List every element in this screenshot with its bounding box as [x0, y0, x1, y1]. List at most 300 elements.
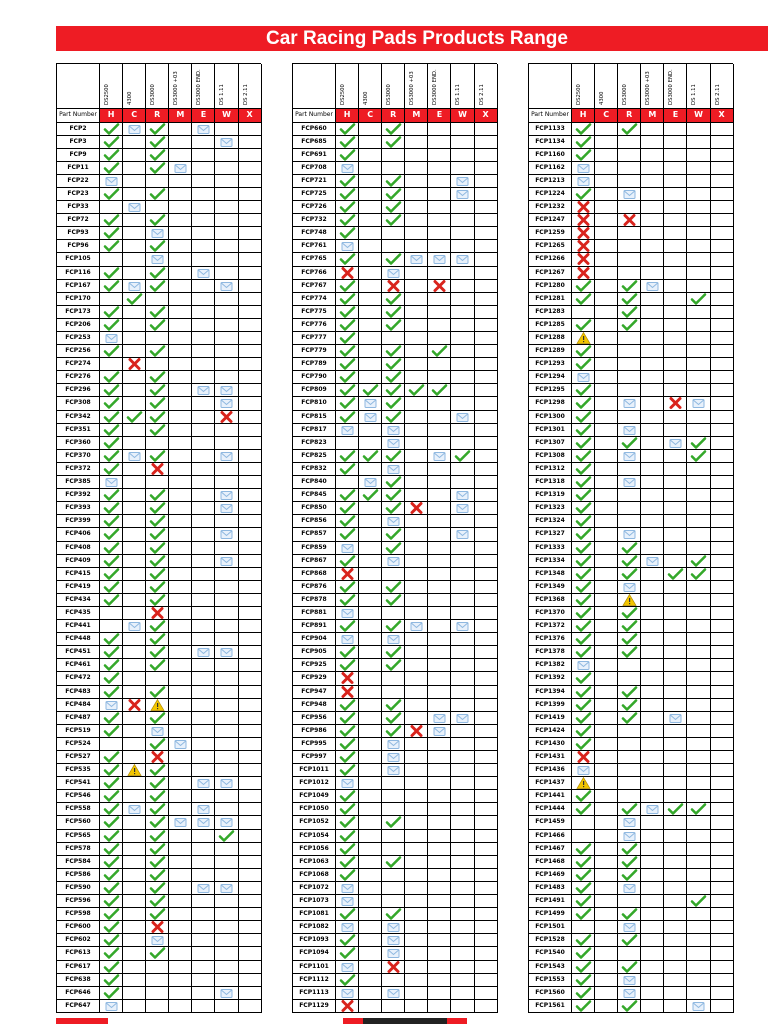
- availability-cell: [618, 725, 641, 738]
- header-compounds-row: [293, 64, 497, 109]
- table-row: [293, 659, 497, 672]
- availability-cell: [595, 777, 618, 790]
- check-icon: [621, 292, 638, 306]
- availability-cell: [123, 542, 146, 555]
- availability-cell: [359, 188, 382, 201]
- check-icon: [575, 933, 592, 947]
- availability-cell: [405, 830, 428, 843]
- availability-cell: [664, 358, 687, 371]
- envelope-icon: [667, 711, 684, 725]
- check-icon: [339, 122, 356, 136]
- availability-cell: [451, 424, 474, 437]
- availability-cell: [169, 463, 192, 476]
- availability-cell: [428, 764, 451, 777]
- check-icon: [621, 868, 638, 882]
- availability-cell: [711, 581, 734, 594]
- availability-cell: [192, 489, 215, 502]
- availability-cell: [595, 921, 618, 934]
- availability-cell: [664, 371, 687, 384]
- check-icon: [385, 305, 402, 319]
- availability-cell: [192, 830, 215, 843]
- availability-cell: [239, 384, 262, 397]
- part-number: FCP590: [57, 882, 100, 895]
- availability-cell: [382, 882, 405, 895]
- availability-cell: [595, 1000, 618, 1013]
- availability-cell: [595, 384, 618, 397]
- part-number: FCP1436: [529, 764, 572, 777]
- envelope-icon: [690, 999, 707, 1013]
- availability-cell: [239, 227, 262, 240]
- availability-cell: [451, 188, 474, 201]
- availability-cell: [405, 306, 428, 319]
- availability-cell: [451, 371, 474, 384]
- check-icon: [103, 658, 120, 672]
- availability-cell: [405, 594, 428, 607]
- part-number: FCP1459: [529, 816, 572, 829]
- availability-cell: [359, 345, 382, 358]
- availability-cell: [572, 816, 595, 829]
- availability-cell: [687, 1000, 710, 1013]
- availability-cell: [451, 961, 474, 974]
- availability-cell: [711, 712, 734, 725]
- check-icon: [339, 855, 356, 869]
- part-number: FCP925: [293, 659, 336, 672]
- table-row: [293, 319, 497, 332]
- table-row: [529, 371, 733, 384]
- availability-cell: [475, 188, 498, 201]
- availability-cell: [405, 790, 428, 803]
- check-icon: [385, 396, 402, 410]
- availability-cell: [641, 1000, 664, 1013]
- availability-cell: [687, 201, 710, 214]
- check-icon: [339, 135, 356, 149]
- part-number: FCP1280: [529, 280, 572, 293]
- availability-cell: [664, 463, 687, 476]
- part-number: FCP1134: [529, 136, 572, 149]
- availability-cell: [215, 293, 238, 306]
- part-number: FCP856: [293, 515, 336, 528]
- availability-cell: [641, 672, 664, 685]
- envelope-icon: [667, 436, 684, 450]
- availability-cell: [336, 463, 359, 476]
- table-row: [529, 725, 733, 738]
- availability-cell: [192, 358, 215, 371]
- availability-cell: [359, 856, 382, 869]
- availability-cell: [451, 594, 474, 607]
- availability-cell: [618, 188, 641, 201]
- availability-cell: [239, 816, 262, 829]
- availability-cell: [405, 149, 428, 162]
- availability-cell: [405, 267, 428, 280]
- part-number: FCP385: [57, 476, 100, 489]
- check-icon: [621, 541, 638, 555]
- availability-cell: [146, 1000, 169, 1013]
- availability-cell: [641, 293, 664, 306]
- envelope-icon: [408, 619, 425, 633]
- availability-cell: [475, 345, 498, 358]
- availability-cell: [192, 293, 215, 306]
- availability-cell: [382, 214, 405, 227]
- envelope-icon: [454, 252, 471, 266]
- envelope-icon: [126, 619, 143, 633]
- check-icon: [103, 724, 120, 738]
- availability-cell: [664, 437, 687, 450]
- header-blank: [57, 64, 100, 109]
- check-icon: [385, 292, 402, 306]
- envelope-icon: [149, 933, 166, 947]
- availability-cell: [475, 856, 498, 869]
- availability-cell: [192, 502, 215, 515]
- check-icon: [575, 789, 592, 803]
- check-icon: [575, 292, 592, 306]
- availability-cell: [475, 620, 498, 633]
- part-number: FCP1334: [529, 555, 572, 568]
- check-icon: [385, 501, 402, 515]
- availability-cell: [664, 843, 687, 856]
- availability-cell: [169, 123, 192, 136]
- part-number: FCP1247: [529, 214, 572, 227]
- availability-cell: [405, 725, 428, 738]
- part-number: FCP584: [57, 856, 100, 869]
- availability-cell: [192, 345, 215, 358]
- part-number: FCP1068: [293, 869, 336, 882]
- availability-cell: [618, 397, 641, 410]
- availability-cell: [239, 620, 262, 633]
- check-icon: [339, 279, 356, 293]
- envelope-icon: [575, 370, 592, 384]
- availability-cell: [428, 908, 451, 921]
- check-icon: [149, 135, 166, 149]
- table-row: [57, 424, 261, 437]
- availability-cell: [595, 895, 618, 908]
- availability-cell: [475, 568, 498, 581]
- table-row: [529, 659, 733, 672]
- table-row: [293, 790, 497, 803]
- compound-header: [359, 64, 382, 109]
- check-icon: [621, 855, 638, 869]
- availability-cell: [618, 162, 641, 175]
- envelope-icon: [385, 436, 402, 450]
- check-icon: [575, 344, 592, 358]
- availability-cell: [664, 607, 687, 620]
- check-icon: [149, 658, 166, 672]
- part-number: FCP392: [57, 489, 100, 502]
- availability-cell: [451, 620, 474, 633]
- availability-cell: [359, 123, 382, 136]
- availability-cell: [595, 319, 618, 332]
- check-icon: [621, 122, 638, 136]
- availability-cell: [664, 934, 687, 947]
- check-icon: [149, 619, 166, 633]
- availability-cell: [711, 384, 734, 397]
- availability-cell: [711, 136, 734, 149]
- availability-cell: [428, 175, 451, 188]
- availability-cell: [100, 607, 123, 620]
- part-number: FCP748: [293, 227, 336, 240]
- envelope-icon: [454, 619, 471, 633]
- check-icon: [339, 501, 356, 515]
- availability-cell: [192, 987, 215, 1000]
- part-number: FCP351: [57, 424, 100, 437]
- availability-cell: [359, 542, 382, 555]
- availability-cell: [239, 790, 262, 803]
- availability-cell: [687, 856, 710, 869]
- compound-header: [123, 64, 146, 109]
- availability-cell: [239, 332, 262, 345]
- check-icon: [103, 279, 120, 293]
- availability-cell: [475, 214, 498, 227]
- compound-name: 4300: [127, 91, 134, 105]
- check-icon: [575, 737, 592, 751]
- availability-cell: [475, 607, 498, 620]
- envelope-icon: [621, 815, 638, 829]
- availability-cell: [169, 515, 192, 528]
- availability-cell: [169, 816, 192, 829]
- availability-cell: [451, 712, 474, 725]
- availability-cell: [382, 790, 405, 803]
- availability-cell: [711, 895, 734, 908]
- availability-cell: [192, 895, 215, 908]
- check-icon: [454, 449, 471, 463]
- availability-cell: [428, 293, 451, 306]
- part-number: FCP598: [57, 908, 100, 921]
- part-number: FCP1553: [529, 974, 572, 987]
- availability-cell: [664, 345, 687, 358]
- check-icon: [575, 279, 592, 293]
- availability-cell: [123, 201, 146, 214]
- availability-cell: [192, 515, 215, 528]
- availability-cell: [475, 149, 498, 162]
- availability-cell: [405, 921, 428, 934]
- check-icon: [149, 383, 166, 397]
- availability-cell: [664, 816, 687, 829]
- check-icon: [575, 396, 592, 410]
- part-number: FCP646: [57, 987, 100, 1000]
- check-icon: [103, 842, 120, 856]
- availability-cell: [428, 555, 451, 568]
- availability-cell: [641, 358, 664, 371]
- availability-cell: [123, 987, 146, 1000]
- envelope-icon: [339, 239, 356, 253]
- envelope-icon: [103, 331, 120, 345]
- availability-cell: [664, 895, 687, 908]
- envelope-icon: [218, 986, 235, 1000]
- availability-cell: [475, 515, 498, 528]
- availability-cell: [711, 830, 734, 843]
- part-number: FCP948: [293, 699, 336, 712]
- check-icon: [103, 462, 120, 476]
- availability-cell: [641, 515, 664, 528]
- check-icon: [149, 370, 166, 384]
- availability-cell: [239, 987, 262, 1000]
- availability-cell: [451, 267, 474, 280]
- availability-cell: [475, 201, 498, 214]
- check-icon: [339, 724, 356, 738]
- table-row: [293, 830, 497, 843]
- availability-cell: [595, 843, 618, 856]
- compound-name: DS2500: [340, 84, 346, 105]
- envelope-icon: [644, 802, 661, 816]
- availability-cell: [169, 843, 192, 856]
- table-row: [529, 123, 733, 136]
- check-icon: [621, 436, 638, 450]
- availability-cell: [123, 738, 146, 751]
- header-letters-row: [293, 109, 497, 123]
- availability-cell: [664, 123, 687, 136]
- check-icon: [575, 855, 592, 869]
- availability-cell: [123, 895, 146, 908]
- check-icon: [339, 737, 356, 751]
- part-number: FCP1266: [529, 253, 572, 266]
- availability-cell: [664, 712, 687, 725]
- part-number: FCP1540: [529, 947, 572, 960]
- availability-cell: [687, 568, 710, 581]
- availability-cell: [192, 777, 215, 790]
- compound-letter: W: [451, 109, 474, 123]
- availability-cell: [687, 895, 710, 908]
- table-row: [529, 738, 733, 751]
- availability-cell: [405, 476, 428, 489]
- check-icon: [149, 239, 166, 253]
- part-number: FCP1094: [293, 947, 336, 960]
- availability-cell: [192, 934, 215, 947]
- check-icon: [575, 645, 592, 659]
- availability-cell: [618, 659, 641, 672]
- check-icon: [385, 252, 402, 266]
- availability-cell: [239, 306, 262, 319]
- envelope-icon: [385, 763, 402, 777]
- availability-cell: [192, 712, 215, 725]
- availability-cell: [664, 502, 687, 515]
- part-number: FCP904: [293, 633, 336, 646]
- compound-header: [146, 64, 169, 109]
- envelope-icon: [385, 737, 402, 751]
- availability-cell: [664, 620, 687, 633]
- availability-cell: [687, 921, 710, 934]
- availability-cell: [215, 646, 238, 659]
- availability-cell: [641, 856, 664, 869]
- check-icon: [103, 501, 120, 515]
- availability-cell: [687, 162, 710, 175]
- check-icon: [339, 292, 356, 306]
- part-number: FCP1318: [529, 476, 572, 489]
- availability-cell: [382, 555, 405, 568]
- availability-cell: [664, 686, 687, 699]
- availability-cell: [711, 725, 734, 738]
- availability-cell: [618, 214, 641, 227]
- availability-cell: [359, 712, 382, 725]
- availability-cell: [475, 751, 498, 764]
- availability-cell: [618, 764, 641, 777]
- compound-name: DS3000 +03: [173, 71, 180, 105]
- availability-cell: [169, 947, 192, 960]
- check-icon: [385, 907, 402, 921]
- availability-cell: [428, 568, 451, 581]
- availability-cell: [215, 188, 238, 201]
- availability-cell: [428, 424, 451, 437]
- availability-cell: [359, 738, 382, 751]
- availability-cell: [664, 332, 687, 345]
- part-number: FCP1288: [529, 332, 572, 345]
- availability-cell: [595, 712, 618, 725]
- availability-cell: [428, 869, 451, 882]
- availability-cell: [215, 345, 238, 358]
- check-icon: [621, 305, 638, 319]
- availability-cell: [687, 686, 710, 699]
- availability-cell: [239, 476, 262, 489]
- availability-cell: [451, 751, 474, 764]
- check-icon: [339, 593, 356, 607]
- availability-cell: [711, 672, 734, 685]
- availability-cell: [595, 686, 618, 699]
- availability-cell: [475, 319, 498, 332]
- product-table-2: [292, 63, 497, 1013]
- availability-cell: [215, 882, 238, 895]
- availability-cell: [405, 581, 428, 594]
- cross-icon: [339, 567, 356, 581]
- compound-name: DS 1.11: [219, 84, 226, 105]
- table-row: [529, 751, 733, 764]
- availability-cell: [382, 594, 405, 607]
- availability-cell: [123, 672, 146, 685]
- table-row: [57, 947, 261, 960]
- part-number: FCP399: [57, 515, 100, 528]
- availability-cell: [475, 816, 498, 829]
- part-number: FCP1300: [529, 411, 572, 424]
- part-number: FCP558: [57, 803, 100, 816]
- availability-cell: [687, 607, 710, 620]
- availability-cell: [215, 280, 238, 293]
- availability-cell: [123, 293, 146, 306]
- envelope-icon: [195, 645, 212, 659]
- availability-cell: [215, 306, 238, 319]
- availability-cell: [169, 738, 192, 751]
- check-icon: [575, 881, 592, 895]
- availability-cell: [405, 869, 428, 882]
- availability-cell: [169, 175, 192, 188]
- part-number: FCP1289: [529, 345, 572, 358]
- availability-cell: [475, 253, 498, 266]
- check-icon: [621, 606, 638, 620]
- check-icon: [339, 711, 356, 725]
- availability-cell: [711, 293, 734, 306]
- availability-cell: [359, 699, 382, 712]
- availability-cell: [711, 908, 734, 921]
- availability-cell: [687, 489, 710, 502]
- check-icon: [149, 829, 166, 843]
- envelope-icon: [621, 920, 638, 934]
- check-icon: [575, 122, 592, 136]
- availability-cell: [146, 659, 169, 672]
- envelope-icon: [431, 449, 448, 463]
- compound-header: [215, 64, 238, 109]
- availability-cell: [123, 214, 146, 227]
- availability-cell: [239, 895, 262, 908]
- availability-cell: [641, 581, 664, 594]
- cross-icon: [385, 279, 402, 293]
- availability-cell: [618, 227, 641, 240]
- cross-icon: [149, 750, 166, 764]
- check-icon: [621, 567, 638, 581]
- availability-cell: [475, 332, 498, 345]
- availability-cell: [687, 188, 710, 201]
- availability-cell: [687, 712, 710, 725]
- part-number: FCP1382: [529, 659, 572, 672]
- availability-cell: [192, 738, 215, 751]
- part-number: FCP1469: [529, 869, 572, 882]
- availability-cell: [169, 764, 192, 777]
- availability-cell: [641, 777, 664, 790]
